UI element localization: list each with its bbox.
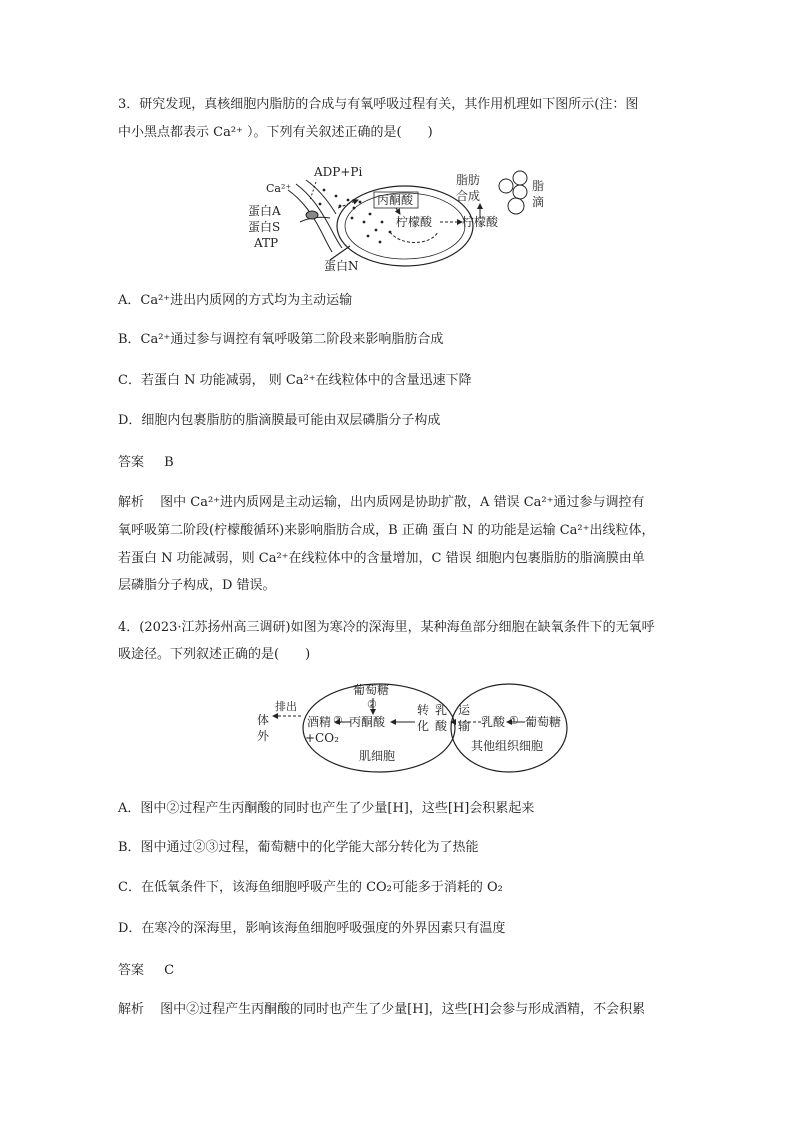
q3-atp-label: ATP [254,236,279,250]
q3-stem-line2: 中小黑点都表示 Ca²⁺ ）。下列有关叙述正确的是( ) [118,125,433,140]
q4-stem-line2: 吸途径。下列叙述正确的是( ) [118,647,311,662]
q4-answer-row [118,958,680,983]
q3-citrate-in: 柠檬酸 [396,215,433,229]
q3-droplet-l1: 脂 [532,179,545,193]
q3-answer-value: B [164,455,174,470]
q4-outside-1: 体 [257,713,270,727]
q4-figure [255,680,575,778]
q4-answer-value: C [164,963,175,978]
q3-pyruvate: 丙酮酸 [377,193,414,207]
q4-glucose-top: 葡萄糖 [353,683,390,697]
q3-stem-line1: 3．研究发现，真核细胞内脂肪的合成与有氧呼吸过程有关，其作用机理如下图所示(注：图 [118,97,639,112]
q4-option-b: B．图中通过②③过程，葡萄糖中的化学能大部分转化为了热能 [118,840,479,855]
q4-num2: ② [367,698,377,711]
q4-alcohol: 酒精 [307,715,332,729]
lipid-droplets [499,171,527,214]
q3-analysis-line3: 若蛋白 N 功能减弱，则 Ca²⁺在线粒体中的含量增加，C 错误 细胞内包裹脂肪的脂滴膜由单 [118,551,645,566]
q4-lactate: 乳酸 [481,715,506,729]
q3-answer-row [118,450,680,475]
q3-fat-l1: 脂肪 [456,173,481,187]
q3-answer-label: 答案 [118,455,145,470]
q4-excrete: 排出 [275,700,297,713]
q4-convert-2: 化 [417,719,430,733]
q4-co2: +CO₂ [305,731,339,745]
pyruvate-to-citrate-arrow [396,208,400,214]
er-membrane [288,180,342,252]
protein-n-channel [330,246,350,260]
q4-transport-1: 运 [458,703,471,717]
q3-droplet-l2: 滴 [532,195,545,209]
q3-protein-n: 蛋白N [324,259,359,272]
q4-convert-1: 转 [417,703,430,717]
q4-option-a: A．图中②过程产生丙酮酸的同时也产生了少量[H]，这些[H]会积累起来 [118,801,535,816]
q4-lactate-2: 酸 [435,719,448,733]
cycle-arc [390,232,438,243]
q3-ca-label: Ca²⁺ [266,182,292,195]
q4-num3: ③ [333,714,343,727]
q3-protein-a-label: 蛋白A [248,204,281,218]
q3-fat-l2: 合成 [456,189,481,203]
q4-analysis-line1 [118,997,680,1022]
q4-pyruvate: 丙酮酸 [349,715,386,729]
q3-analysis-text1: 图中 Ca²⁺进内质网是主动运输，出内质网是协助扩散，A 错误 Ca²⁺通过参与调控有 [160,495,645,510]
q4-analysis-text1: 图中②过程产生丙酮酸的同时也产生了少量[H]，这些[H]会参与形成酒精，不会积累 [160,1002,646,1017]
q4-lactate-1: 乳 [435,703,448,717]
q4-stem-line1: 4．(2023·江苏扬州高三调研)如图为寒冷的深海里，某种海鱼部分细胞在缺氧条件下的无氧呼 [118,620,655,635]
q4-analysis-label: 解析 [118,1002,145,1017]
q3-analysis-line1 [118,490,680,515]
q3-option-c: C．若蛋白 N 功能减弱， 则 Ca²⁺在线粒体中的含量迅速下降 [118,373,472,388]
q4-glucose-right: 葡萄糖 [525,715,562,729]
q3-option-d: D．细胞内包裹脂肪的脂滴膜最可能由双层磷脂分子构成 [118,413,441,428]
q3-protein-s-label: 蛋白S [248,220,281,234]
q3-figure [240,160,560,272]
q3-option-b: B．Ca²⁺通过参与调控有氧呼吸第二阶段来影响脂肪合成 [118,332,444,347]
q3-analysis-line2: 氧呼吸第二阶段(柠檬酸循环)来影响脂肪合成，B 正确 蛋白 N 的功能是运输 Ca²⁺出线粒体， [118,523,655,538]
q3-adp-label: ADP+Pi [314,165,363,179]
q4-option-d: D．在寒冷的深海里，影响该海鱼细胞呼吸强度的外界因素只有温度 [118,921,506,936]
q4-other-cells: 其他组织细胞 [471,739,544,753]
q3-citrate-out: 柠檬酸 [462,215,499,229]
q4-transport-2: 输 [458,719,471,733]
q4-answer-label: 答案 [118,963,145,978]
q4-option-c: C．在低氧条件下，该海鱼细胞呼吸产生的 CO₂可能多于消耗的 O₂ [118,880,503,895]
q3-analysis-label: 解析 [118,495,145,510]
q3-option-a: A．Ca²⁺进出内质网的方式均为主动运输 [118,293,353,308]
q4-muscle-label: 肌细胞 [359,749,396,763]
q4-outside-2: 外 [257,729,270,743]
q4-num1: ① [509,714,519,727]
q3-analysis-line4: 层磷脂分子构成，D 错误。 [118,578,276,593]
